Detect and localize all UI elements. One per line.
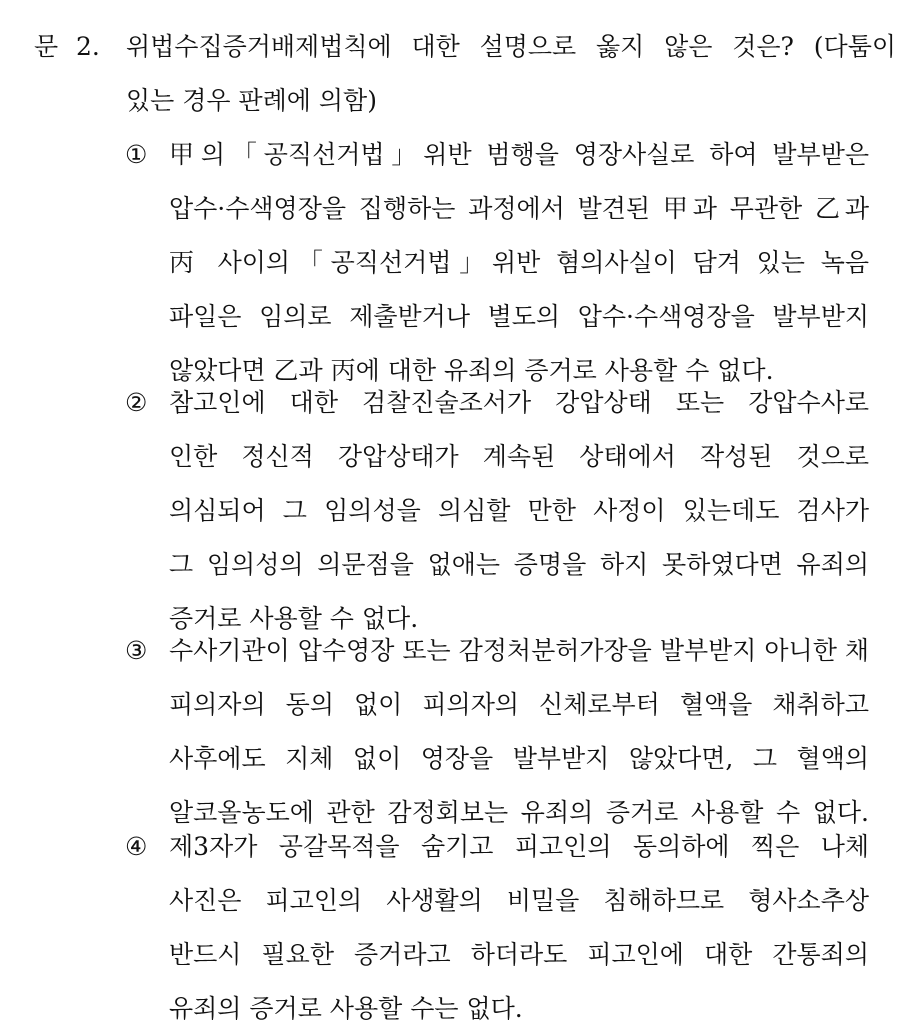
option-line: 참고인에 대한 검찰진술조서가 강압상태 또는 강압수사로 [169,388,869,417]
option-line: 않았다면 乙과 丙에 대한 유죄의 증거로 사용할 수 없다. [169,356,774,385]
option-line: 수사기관이 압수영장 또는 감정처분허가장을 발부받지 아니한 채 [169,636,869,665]
option-line: 제3자가 공갈목적을 숨기고 피고인의 동의하에 찍은 나체 [169,832,869,861]
option-text [169,376,869,646]
option-line: 의심되어 그 임의성을 의심할 만한 사정이 있는데도 검사가 [169,496,869,525]
option-line: 반드시 필요한 증거라고 하더라도 피고인에 대한 간통죄의 [169,940,869,969]
option-line: 그 임의성의 의문점을 없애는 증명을 하지 못하였다면 유죄의 [169,550,869,579]
option-text [169,624,869,840]
option-line: 증거로 사용할 수 없다. [169,604,419,633]
option-marker: ① [125,140,148,169]
question-stem [126,20,896,128]
option-line: 파일은 임의로 제출받거나 별도의 압수·수색영장을 발부받지 [169,302,869,331]
option-line: 압수·수색영장을 집행하는 과정에서 발견된 甲과 무관한 乙과 [169,194,869,223]
question-label: 문 [34,32,59,61]
option-line: 甲의「공직선거법」위반 범행을 영장사실로 하여 발부받은 [169,140,869,169]
option-marker: ② [125,388,148,417]
option-marker: ③ [125,636,148,665]
option-line: 유죄의 증거로 사용할 수는 없다. [169,994,523,1023]
question-stem-line: 위법수집증거배제법칙에 대한 설명으로 옳지 않은 것은? (다툼이 [126,32,896,61]
option-line: 알코올농도에 관한 감정회보는 유죄의 증거로 사용할 수 없다. [169,798,869,827]
option-line: 사후에도 지체 없이 영장을 발부받지 않았다면, 그 혈액의 [169,744,869,773]
option-line: 사진은 피고인의 사생활의 비밀을 침해하므로 형사소추상 [169,886,869,915]
option-line: 인한 정신적 강압상태가 계속된 상태에서 작성된 것으로 [169,442,869,471]
option-text [169,820,869,1036]
option-line: 피의자의 동의 없이 피의자의 신체로부터 혈액을 채취하고 [169,690,869,719]
option-line: 丙 사이의「공직선거법」위반 혐의사실이 담겨 있는 녹음 [169,248,869,277]
question-number: 2. [76,32,100,61]
question-stem-line: 있는 경우 판례에 의함) [126,86,377,115]
option-marker: ④ [125,832,148,861]
option-text [169,128,869,398]
